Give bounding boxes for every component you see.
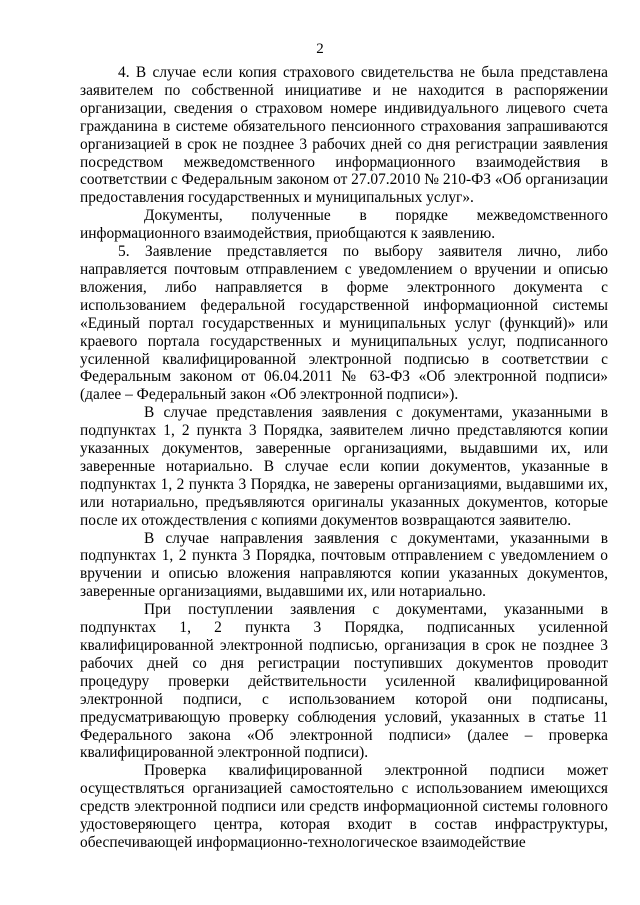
paragraph-item-5: 5. Заявление представляется по выбору заявителя лично, либо направляется почтовым отправлением с уведомлением о вручении и описью вложения, либо направляется в форме электронного документа с использованием федеральной государственной информационной системы «Единый портал государственных и муниципальных услуг (функций)» или краевого портала государственных и муниципальных услуг, подписанного усиленной квалифицированной электронной подписью в соответствии с Федеральным законом от 06.04.2011 № 63-ФЗ «Об электронной подписи» (далее – Федеральный закон «Об электронной подписи»).	[80, 243, 608, 404]
paragraph-item-4: 4. В случае если копия страхового свидетельства не была представлена заявителем по собственной инициативе и не находится в распоряжении организации, сведения о страховом номере индивидуального лицевого счета гражданина в системе обязательного пенсионного страхования запрашиваются организацией в срок не позднее 3 рабочих дней со дня регистрации заявления посредством межведомственного информационного взаимодействия в соответствии с Федеральным законом от 27.07.2010 № 210-ФЗ «Об организации предоставления государственных и муниципальных услуг».	[80, 64, 608, 207]
page-number: 2	[316, 41, 324, 57]
paragraph-in-person-submission: В случае представления заявления с документами, указанными в подпунктах 1, 2 пункта 3 Порядка, заявителем лично представляются копии указанных документов, заверенные организациями, выдавшими их, или заверенные нотариально. В случае если копии документов, указанные в подпунктах 1, 2 пункта 3 Порядка, не заверены организациями, выдавшими их, или нотариально, предъявляются оригиналы указанных документов, которые после их отождествления с копиями документов возвращаются заявителю.	[80, 404, 608, 529]
document-body	[80, 64, 608, 852]
paragraph-postal-submission: В случае направления заявления с документами, указанными в подпунктах 1, 2 пункта 3 Порядка, почтовым отправлением с уведомлением о вручении и описью вложения направляются копии указанных документов, заверенные организациями, выдавшими их, или нотариально.	[80, 529, 608, 601]
paragraph-signature-verification: Проверка квалифицированной электронной подписи может осуществляться организацией самостоятельно с использованием имеющихся средств электронной подписи или средств информационной системы головного удостоверяющего центра, которая входит в состав инфраструктуры, обеспечивающей информационно-технологическое взаимодействие	[80, 762, 608, 851]
paragraph-electronic-submission: При поступлении заявления с документами, указанными в подпунктах 1, 2 пункта 3 Порядка, подписанных усиленной квалифицированной электронной подписью, организация в срок не позднее 3 рабочих дней со дня регистрации поступивших документов проводит процедуру проверки действительности усиленной квалифицированной электронной подписи, с использованием которой они подписаны, предусматривающую проверку соблюдения условий, указанных в статье 11 Федерального закона «Об электронной подписи» (далее – проверка квалифицированной электронной подписи).	[80, 601, 608, 762]
paragraph-interagency-documents: Документы, полученные в порядке межведомственного информационного взаимодействия, приобщаются к заявлению.	[80, 207, 608, 243]
